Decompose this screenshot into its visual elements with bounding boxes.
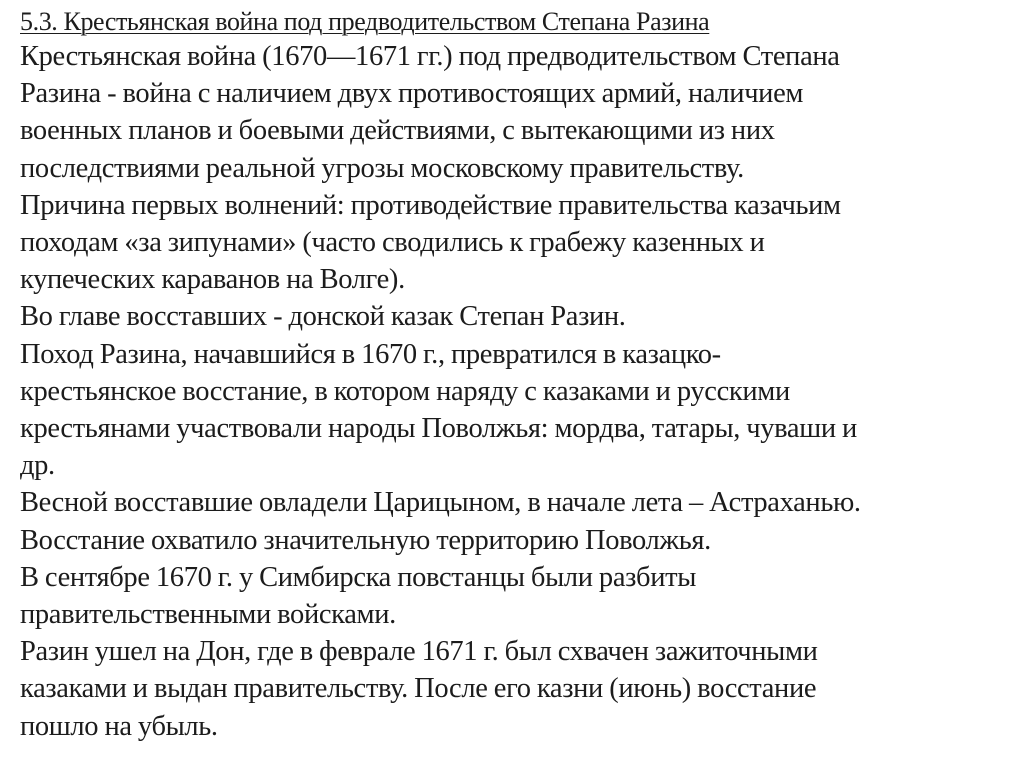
text-line: правительственными войсками. — [20, 599, 396, 631]
text-line: Весной восставшие овладели Царицыном, в начале лета – Астраханью. — [20, 487, 861, 519]
text-line: купеческих караванов на Волге). — [20, 264, 405, 296]
text-line: последствиями реальной угрозы московскому правительству. — [20, 152, 744, 184]
text-line: пошло на убыль. — [20, 710, 218, 742]
text-line: военных планов и боевыми действиями, с вытекающими из них — [20, 115, 775, 147]
paragraph-end — [20, 633, 1006, 745]
text-line: Причина первых волнений: противодействие правительства казачьим — [20, 189, 841, 221]
text-line: крестьянами участвовали народы Поволжья: мордва, татары, чуваши и — [20, 413, 857, 445]
paragraph-leader — [20, 298, 1006, 335]
text-line: крестьянское восстание, в котором наряду с казаками и русскими — [20, 375, 790, 407]
body-text — [20, 38, 1006, 745]
paragraph-definition — [20, 38, 1006, 187]
text-line: В сентябре 1670 г. у Симбирска повстанцы были разбиты — [20, 561, 696, 593]
paragraph-cause — [20, 187, 1006, 299]
paragraph-spring — [20, 484, 1006, 521]
paragraph-territory — [20, 522, 1006, 559]
text-line: Разина - война с наличием двух противостоящих армий, наличием — [20, 78, 804, 110]
text-line: Во главе восставших - донской казак Степан Разин. — [20, 301, 626, 333]
text-line: походам «за зипунами» (часто сводились к грабежу казенных и — [20, 227, 765, 259]
text-line: Крестьянская война (1670—1671 гг.) под предводительством Степана — [20, 41, 840, 72]
text-line: Восстание охватило значительную территорию Поволжья. — [20, 524, 711, 556]
text-line: Разин ушел на Дон, где в феврале 1671 г. был схвачен зажиточными — [20, 636, 818, 668]
paragraph-defeat — [20, 559, 1006, 633]
paragraph-campaign — [20, 336, 1006, 485]
text-line: др. — [20, 450, 55, 482]
text-line: казаками и выдан правительству. После его казни (июнь) восстание — [20, 673, 817, 705]
section-title: 5.3. Крестьянская война под предводительством Степана Разина — [20, 7, 710, 36]
text-line: Поход Разина, начавшийся в 1670 г., превратился в казацко- — [20, 338, 721, 370]
